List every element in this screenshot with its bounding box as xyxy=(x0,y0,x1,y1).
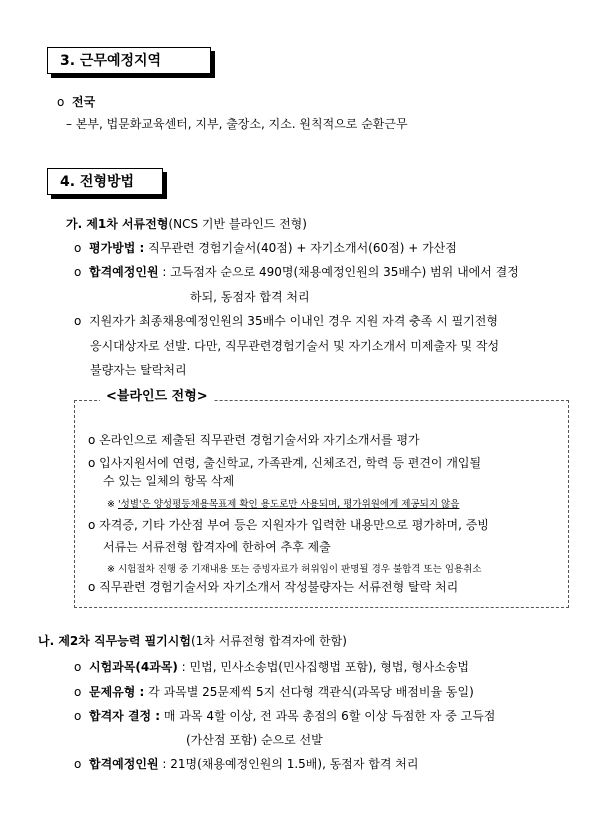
blind-item-4 xyxy=(88,579,458,595)
sec4a-eval-text: 직무관련 경험기술서(40점) + 자기소개서(60점) + 가산점 xyxy=(144,241,457,255)
sec4b-subjects-text: : 민법, 민사소송법(민사집행법 포함), 형법, 형사소송법 xyxy=(177,660,470,674)
sec4a-note-2: 응시대상자로 선발. 다만, 직무관련경험기술서 및 자기소개서 미제출자 및 작성 xyxy=(90,339,500,353)
sec4a-eval-label: 평가방법 : xyxy=(88,241,145,255)
sec4a-plan xyxy=(74,264,519,280)
blind-item-3-cont: 서류는 서류전형 합격자에 한하여 추후 제출 xyxy=(103,540,331,554)
bullet-mark: o xyxy=(88,580,96,594)
blind-item-3 xyxy=(88,517,489,533)
bullet-mark: o xyxy=(74,314,82,328)
note-mark: ※ xyxy=(107,499,118,510)
section-4-heading: 4. 전형방법 xyxy=(47,168,163,195)
blind-note-false: ※ 시험절차 진행 중 기재내용 또는 증빙자료가 허위임이 판명될 경우 불합격 또는 임용취소 xyxy=(107,564,482,575)
sec4b-subjects-label: 시험과목(4과목) xyxy=(88,660,178,674)
bullet-mark: o xyxy=(74,241,82,255)
sec4b-type-text: 각 과목별 25문제씩 5지 선다형 객관식(과목당 배점비율 동일) xyxy=(144,685,474,699)
sec4a-title-rest: (NCS 기반 블라인드 전형) xyxy=(168,217,307,231)
sec3-item xyxy=(57,94,95,110)
sec4a-note-1-text: 지원자가 최종채용예정인원의 35배수 이내인 경우 지원 자격 충족 시 필기전형 xyxy=(88,314,498,328)
blind-note-gender xyxy=(107,497,459,513)
blind-screening-title: <블라인드 전형> xyxy=(100,388,214,406)
bullet-mark: o xyxy=(88,456,96,470)
sec4a-note-1 xyxy=(74,313,498,329)
sec4a-eval xyxy=(74,240,457,256)
sec4b-title-bold: 나. 제2차 직무능력 필기시험 xyxy=(38,634,191,648)
sec4b-plan-label: 합격예정인원 xyxy=(88,757,159,771)
bullet-mark: o xyxy=(88,518,96,532)
sec4b-type xyxy=(74,684,474,700)
sec4b-plan-text: : 21명(채용예정인원의 1.5배), 동점자 합격 처리 xyxy=(158,757,419,771)
blind-item-3-text: 자격증, 기타 가산점 부여 등은 지원자가 입력한 내용만으로 평가하며, 증빙 xyxy=(99,518,489,532)
sec4a-plan-cont: 하되, 동점자 합격 처리 xyxy=(190,290,310,304)
bullet-mark: o xyxy=(74,265,82,279)
sec3-detail: – 본부, 법문화교육센터, 지부, 출장소, 지소. 원칙적으로 순환근무 xyxy=(66,117,408,131)
bullet-mark: o xyxy=(74,757,82,771)
sec4b-title xyxy=(38,633,347,649)
bullet-mark: o xyxy=(74,685,82,699)
blind-item-2-cont: 수 있는 일체의 항목 삭제 xyxy=(103,474,235,488)
bullet-mark: o xyxy=(74,709,82,723)
sec4a-note-3: 불량자는 탈락처리 xyxy=(90,363,187,377)
sec4b-title-rest: (1차 서류전형 합격자에 한함) xyxy=(190,634,347,648)
section-3-heading: 3. 근무예정지역 xyxy=(47,47,211,74)
sec4b-subjects xyxy=(74,659,469,675)
blind-item-4-text: 직무관련 경험기술서와 자기소개서 작성불량자는 서류전형 탈락 처리 xyxy=(99,580,459,594)
sec4b-plan xyxy=(74,756,418,772)
bullet-mark: o xyxy=(88,433,96,447)
bullet-mark: o xyxy=(57,95,65,109)
blind-item-1 xyxy=(88,432,420,448)
blind-item-2 xyxy=(88,455,481,471)
sec4b-type-label: 문제유형 : xyxy=(88,685,145,699)
sec4b-pass-text1: 매 과목 4할 이상, 전 과목 총점의 6할 이상 득점한 자 중 고득점 xyxy=(160,709,496,723)
sec4b-pass-label: 합격자 결정 : xyxy=(88,709,161,723)
sec4b-pass-cont: (가산점 포함) 순으로 선발 xyxy=(186,733,323,747)
bullet-mark: o xyxy=(74,660,82,674)
sec4a-title-bold: 가. 제1차 서류전형 xyxy=(66,217,169,231)
blind-item-2-text: 입사지원서에 연령, 출신학교, 가족관계, 신체조건, 학력 등 편견이 개입될 xyxy=(99,456,482,470)
sec4a-plan-text1: : 고득점자 순으로 490명(채용예정인원의 35배수) 범위 내에서 결정 xyxy=(158,265,519,279)
blind-note-gender-text: '성별'은 양성평등채용목표제 확인 용도로만 사용되며, 평가위원에게 제공되지 않음 xyxy=(117,499,460,510)
sec4b-pass xyxy=(74,708,495,724)
sec3-item-title: 전국 xyxy=(71,95,96,109)
sec4a-plan-label: 합격예정인원 xyxy=(88,265,159,279)
sec4a-title xyxy=(66,216,307,232)
blind-item-1-text: 온라인으로 제출된 직무관련 경험기술서와 자기소개서를 평가 xyxy=(99,433,420,447)
